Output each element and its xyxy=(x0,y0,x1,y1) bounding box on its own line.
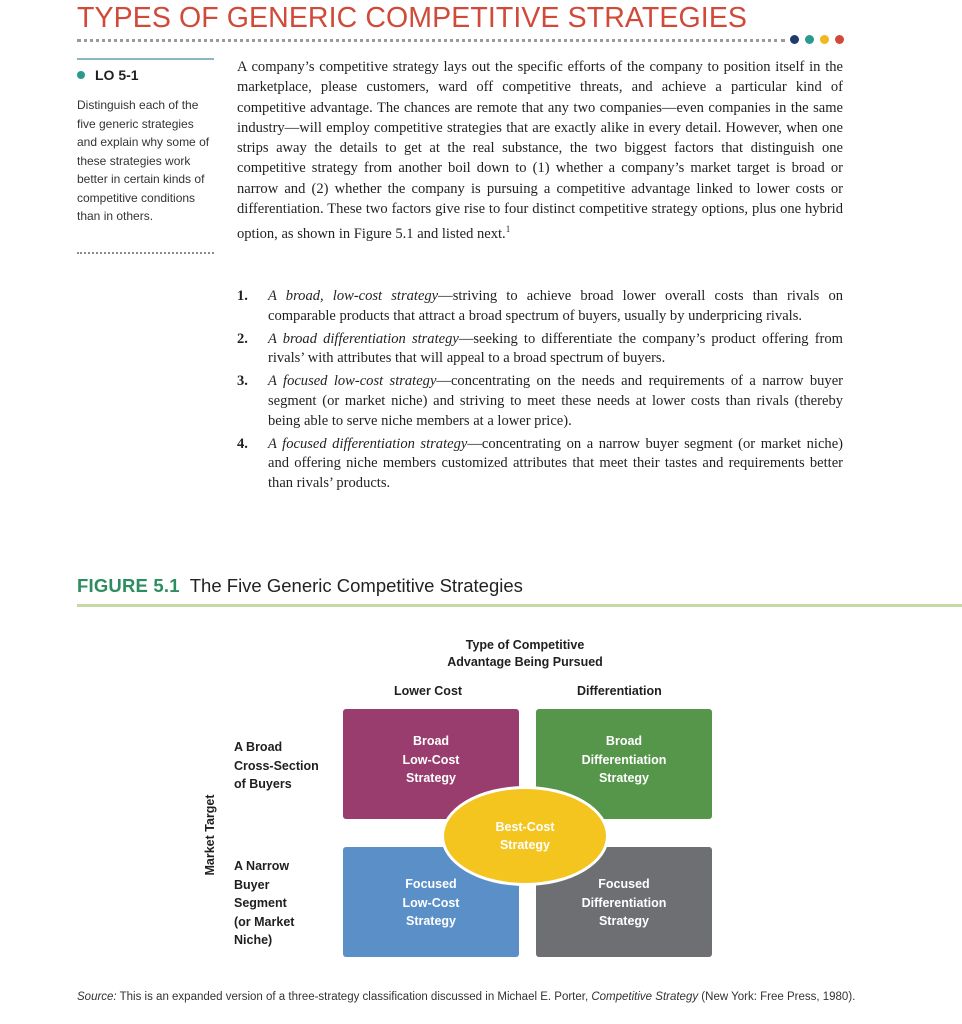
column-header-lower-cost: Lower Cost xyxy=(394,684,463,698)
source-label: Source: xyxy=(77,991,117,1003)
intro-paragraph xyxy=(237,57,843,245)
list-item-term: A focused differentiation strategy xyxy=(268,435,468,452)
list-item-term: A broad, low-cost strategy xyxy=(268,288,439,304)
box-text: Differentiation xyxy=(581,752,667,767)
figure-caption xyxy=(77,575,523,597)
learning-objective-text: Distinguish each of the five generic strategies and explain why some of these strategies work better in certain kinds of competitive conditions than in others. xyxy=(77,98,210,223)
list-item-number: 1. xyxy=(237,288,248,304)
list-item xyxy=(237,287,843,327)
lo-bullet-icon xyxy=(77,71,85,79)
list-item xyxy=(237,435,843,494)
list-item-term: A broad differentiation strategy xyxy=(268,330,459,347)
box-text: Strategy xyxy=(405,771,457,786)
source-text-end: (New York: Free Press, 1980). xyxy=(698,991,856,1003)
box-text: Broad xyxy=(605,734,643,749)
header-line: Type of Competitive xyxy=(465,638,585,652)
column-header-differentiation: Differentiation xyxy=(577,684,662,698)
list-item-text: —seeking to differentiate the company’s product offering from rivals’ with attributes that will appeal to a broad spectrum of buyers. xyxy=(268,330,843,367)
figure-source-note xyxy=(77,990,857,1005)
lo-bottom-rule xyxy=(77,252,214,254)
box-text: Differentiation xyxy=(581,895,667,910)
dot-red xyxy=(835,35,844,44)
best-cost-ellipse xyxy=(441,786,609,886)
list-item xyxy=(237,372,843,431)
box-text: Low-Cost xyxy=(402,752,460,767)
heading-dots xyxy=(790,33,854,47)
box-text: Strategy xyxy=(598,771,649,786)
dot-yellow xyxy=(820,35,829,44)
dot-teal xyxy=(805,35,814,44)
row-label-line: of Buyers xyxy=(234,777,292,791)
footnote-marker: 1 xyxy=(505,224,511,235)
box-text: Focused xyxy=(598,877,650,892)
competitive-advantage-header xyxy=(420,637,630,671)
row-label-line: Segment xyxy=(234,896,287,910)
box-text: Strategy xyxy=(598,914,649,929)
box-text: Strategy xyxy=(499,838,550,852)
figure-title: The Five Generic Competitive Strategies xyxy=(189,575,523,596)
source-book-title: Competitive Strategy xyxy=(591,991,699,1003)
list-item-text: —striving to achieve broad lower overall costs than rivals on comparable products that attract a broad spectrum of buyers, usually by underpricing rivals. xyxy=(268,288,844,324)
learning-objective-label: LO 5-1 xyxy=(95,67,139,83)
page-heading: TYPES OF GENERIC COMPETITIVE STRATEGIES xyxy=(77,2,748,34)
list-item-term: A focused low-cost strategy xyxy=(268,373,437,390)
row-label-line: (or Market xyxy=(234,914,295,929)
row-label-narrow xyxy=(234,857,294,950)
list-item-number: 3. xyxy=(237,373,248,390)
lo-top-rule xyxy=(77,58,214,60)
row-label-line: Cross-Section xyxy=(234,758,319,773)
figure-number: FIGURE 5.1 xyxy=(77,575,180,596)
source-text: This is an expanded version of a three-strategy classification discussed in Michael E. Porter, xyxy=(116,991,592,1003)
heading-dotted-rule xyxy=(77,39,785,42)
header-line: Advantage Being Pursued xyxy=(447,655,603,669)
list-item-text: —concentrating on the needs and requirements of a narrow buyer segment (or market niche) and striving to meet these needs at lower costs than rivals (thereby being able to serve niche members at a lower price). xyxy=(268,373,843,429)
row-label-line: A Broad xyxy=(234,740,283,754)
box-text: Broad xyxy=(412,734,450,749)
list-item-text: —concentrating on a narrow buyer segment (or market niche) and offering niche members customized attributes that meet their tastes and requirements better than rivals’ products. xyxy=(268,435,843,492)
list-item-number: 2. xyxy=(237,330,248,347)
list-item-number: 4. xyxy=(237,435,248,452)
box-text: Best-Cost xyxy=(495,820,555,834)
box-text: Low-Cost xyxy=(402,895,460,910)
intro-text: A company’s competitive strategy lays out the specific efforts of the company to position itself in the marketplace, please customers, ward off competitive threats, and achieve a particular kind of competitive advantage. The chances are remote that any two companies—even companies in the same industry—will employ competitive strategies that are exactly alike in every detail. However, when one strips away the details to get at the real substance, the two biggest factors that distinguish one competitive strategy from another boil down to (1) whether a company’s market target is broad or narrow and (2) whether the company is pursuing a competitive advantage linked to lower costs or differentiation. These two factors give rise to four distinct competitive strategy options, plus one hybrid option, as shown in Figure 5.1 and listed next. xyxy=(237,59,843,243)
dot-navy xyxy=(790,35,799,44)
row-label-line: Niche) xyxy=(234,933,273,947)
row-label-line: Buyer xyxy=(234,877,270,892)
row-label-line: A Narrow xyxy=(234,859,290,873)
box-text: Focused xyxy=(405,877,457,892)
row-label-broad xyxy=(234,738,319,794)
market-target-label: Market Target xyxy=(203,794,217,876)
figure-rule xyxy=(77,604,962,607)
box-text: Strategy xyxy=(405,914,457,929)
strategy-list xyxy=(237,287,843,497)
list-item xyxy=(237,330,843,370)
